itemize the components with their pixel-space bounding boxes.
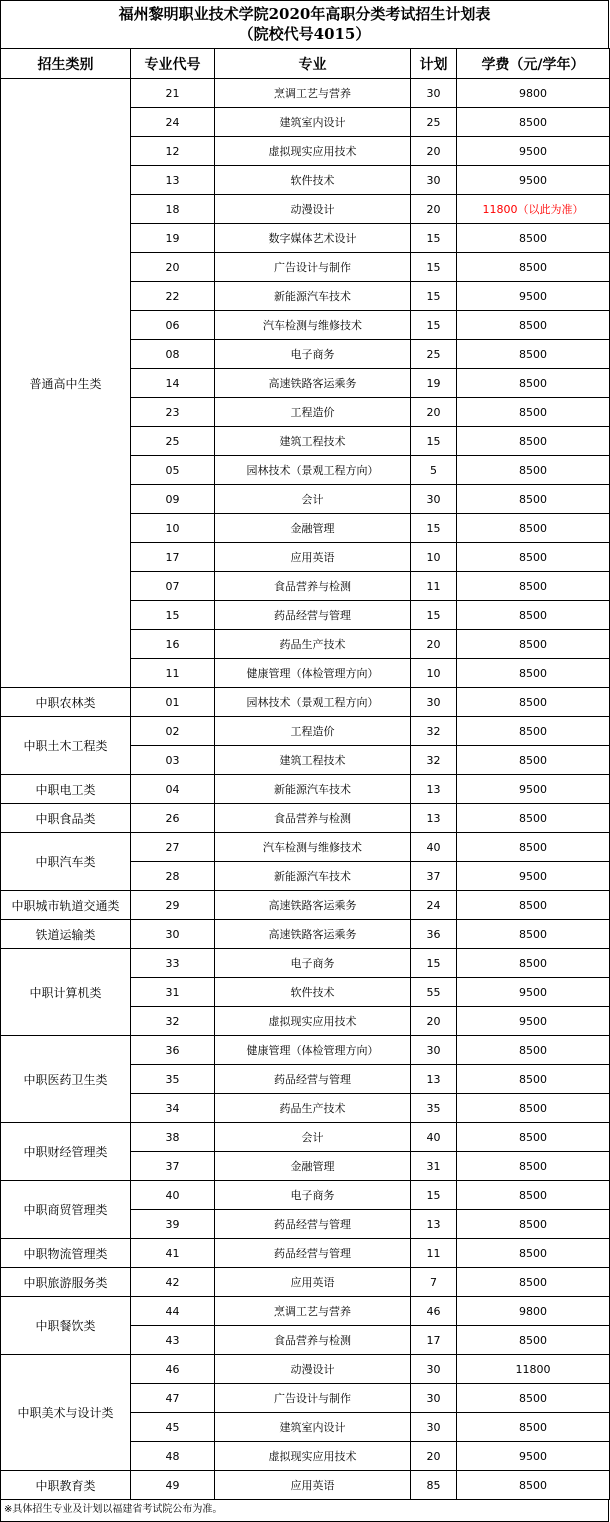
plan-cell: 30 (411, 1355, 457, 1384)
code-cell: 45 (131, 1413, 215, 1442)
table-row (1, 1297, 610, 1326)
code-cell: 28 (131, 862, 215, 891)
fee-cell: 8500 (457, 1471, 610, 1500)
fee-cell: 8500 (457, 340, 610, 369)
fee-cell: 8500 (457, 688, 610, 717)
category-cell: 中职商贸管理类 (1, 1181, 131, 1239)
code-cell: 07 (131, 572, 215, 601)
fee-cell: 9500 (457, 862, 610, 891)
plan-cell: 15 (411, 311, 457, 340)
fee-cell: 8500 (457, 572, 610, 601)
major-cell: 工程造价 (215, 398, 411, 427)
major-cell: 软件技术 (215, 978, 411, 1007)
plan-cell: 37 (411, 862, 457, 891)
code-cell: 34 (131, 1094, 215, 1123)
fee-cell: 9500 (457, 775, 610, 804)
code-cell: 32 (131, 1007, 215, 1036)
category-cell: 中职土木工程类 (1, 717, 131, 775)
code-cell: 48 (131, 1442, 215, 1471)
table-row (1, 1123, 610, 1152)
table-row (1, 1036, 610, 1065)
table-row (1, 775, 610, 804)
category-cell: 中职医药卫生类 (1, 1036, 131, 1123)
code-cell: 37 (131, 1152, 215, 1181)
plan-cell: 15 (411, 1181, 457, 1210)
major-cell: 动漫设计 (215, 1355, 411, 1384)
fee-cell: 8500 (457, 891, 610, 920)
fee-cell: 9500 (457, 137, 610, 166)
major-cell: 会计 (215, 1123, 411, 1152)
table-body (1, 79, 610, 1500)
plan-cell: 30 (411, 79, 457, 108)
plan-cell: 35 (411, 1094, 457, 1123)
major-cell: 食品营养与检测 (215, 572, 411, 601)
plan-cell: 25 (411, 340, 457, 369)
code-cell: 24 (131, 108, 215, 137)
code-cell: 26 (131, 804, 215, 833)
fee-cell: 8500 (457, 746, 610, 775)
plan-cell: 15 (411, 427, 457, 456)
fee-cell: 8500 (457, 1181, 610, 1210)
plan-cell: 30 (411, 485, 457, 514)
plan-cell: 15 (411, 949, 457, 978)
fee-cell: 8500 (457, 1094, 610, 1123)
code-cell: 23 (131, 398, 215, 427)
plan-cell: 17 (411, 1326, 457, 1355)
code-cell: 01 (131, 688, 215, 717)
code-cell: 19 (131, 224, 215, 253)
code-cell: 11 (131, 659, 215, 688)
code-cell: 46 (131, 1355, 215, 1384)
plan-cell: 11 (411, 572, 457, 601)
fee-cell: 8500 (457, 833, 610, 862)
category-cell: 中职旅游服务类 (1, 1268, 131, 1297)
code-cell: 03 (131, 746, 215, 775)
code-cell: 41 (131, 1239, 215, 1268)
plan-cell: 5 (411, 456, 457, 485)
header-major: 专业 (215, 49, 411, 79)
fee-cell: 9500 (457, 1442, 610, 1471)
code-cell: 17 (131, 543, 215, 572)
table-row (1, 1268, 610, 1297)
category-cell: 中职餐饮类 (1, 1297, 131, 1355)
major-cell: 烹调工艺与营养 (215, 79, 411, 108)
major-cell: 建筑室内设计 (215, 1413, 411, 1442)
plan-cell: 13 (411, 1065, 457, 1094)
fee-cell: 8500 (457, 224, 610, 253)
fee-cell: 8500 (457, 398, 610, 427)
major-cell: 金融管理 (215, 514, 411, 543)
fee-cell: 8500 (457, 1123, 610, 1152)
major-cell: 药品经营与管理 (215, 1065, 411, 1094)
fee-cell: 8500 (457, 485, 610, 514)
code-cell: 33 (131, 949, 215, 978)
table-row (1, 688, 610, 717)
major-cell: 新能源汽车技术 (215, 775, 411, 804)
major-cell: 食品营养与检测 (215, 1326, 411, 1355)
fee-cell: 8500 (457, 253, 610, 282)
fee-cell: 8500 (457, 804, 610, 833)
major-cell: 电子商务 (215, 949, 411, 978)
category-cell: 中职物流管理类 (1, 1239, 131, 1268)
code-cell: 47 (131, 1384, 215, 1413)
plan-cell: 30 (411, 688, 457, 717)
major-cell: 烹调工艺与营养 (215, 1297, 411, 1326)
plan-cell: 20 (411, 195, 457, 224)
major-cell: 虚拟现实应用技术 (215, 1442, 411, 1471)
code-cell: 22 (131, 282, 215, 311)
code-cell: 36 (131, 1036, 215, 1065)
header-row (1, 49, 610, 79)
major-cell: 药品经营与管理 (215, 1239, 411, 1268)
plan-cell: 20 (411, 630, 457, 659)
plan-cell: 10 (411, 659, 457, 688)
header-plan: 计划 (411, 49, 457, 79)
major-cell: 高速铁路客运乘务 (215, 891, 411, 920)
fee-cell: 9500 (457, 282, 610, 311)
plan-cell: 40 (411, 833, 457, 862)
plan-cell: 31 (411, 1152, 457, 1181)
major-cell: 建筑室内设计 (215, 108, 411, 137)
table-row (1, 949, 610, 978)
major-cell: 动漫设计 (215, 195, 411, 224)
major-cell: 药品生产技术 (215, 1094, 411, 1123)
major-cell: 建筑工程技术 (215, 427, 411, 456)
plan-cell: 32 (411, 717, 457, 746)
plan-cell: 40 (411, 1123, 457, 1152)
code-cell: 20 (131, 253, 215, 282)
fee-cell: 8500 (457, 1326, 610, 1355)
plan-cell: 36 (411, 920, 457, 949)
major-cell: 金融管理 (215, 1152, 411, 1181)
plan-cell: 13 (411, 1210, 457, 1239)
major-cell: 高速铁路客运乘务 (215, 920, 411, 949)
table-row (1, 1355, 610, 1384)
fee-cell: 8500 (457, 717, 610, 746)
fee-cell: 8500 (457, 514, 610, 543)
major-cell: 汽车检测与维修技术 (215, 833, 411, 862)
category-cell: 中职城市轨道交通类 (1, 891, 131, 920)
major-cell: 软件技术 (215, 166, 411, 195)
plan-cell: 24 (411, 891, 457, 920)
fee-cell: 9500 (457, 978, 610, 1007)
code-cell: 27 (131, 833, 215, 862)
fee-cell: 8500 (457, 369, 610, 398)
category-cell: 中职电工类 (1, 775, 131, 804)
category-cell: 中职食品类 (1, 804, 131, 833)
fee-cell: 9800 (457, 79, 610, 108)
fee-cell: 8500 (457, 1065, 610, 1094)
major-cell: 药品生产技术 (215, 630, 411, 659)
code-cell: 15 (131, 601, 215, 630)
category-cell: 中职美术与设计类 (1, 1355, 131, 1471)
plan-cell: 15 (411, 253, 457, 282)
table-row (1, 891, 610, 920)
major-cell: 新能源汽车技术 (215, 282, 411, 311)
fee-cell: 9800 (457, 1297, 610, 1326)
plan-cell: 13 (411, 804, 457, 833)
code-cell: 31 (131, 978, 215, 1007)
plan-cell: 20 (411, 1007, 457, 1036)
plan-cell: 46 (411, 1297, 457, 1326)
code-cell: 08 (131, 340, 215, 369)
code-cell: 06 (131, 311, 215, 340)
code-cell: 42 (131, 1268, 215, 1297)
admission-plan-table (0, 48, 610, 1500)
fee-cell: 8500 (457, 427, 610, 456)
header-code: 专业代号 (131, 49, 215, 79)
category-cell: 中职财经管理类 (1, 1123, 131, 1181)
major-cell: 应用英语 (215, 543, 411, 572)
header-fee: 学费（元/学年） (457, 49, 610, 79)
plan-cell: 11 (411, 1239, 457, 1268)
code-cell: 29 (131, 891, 215, 920)
code-cell: 49 (131, 1471, 215, 1500)
plan-cell: 20 (411, 1442, 457, 1471)
fee-cell: 8500 (457, 1036, 610, 1065)
major-cell: 广告设计与制作 (215, 1384, 411, 1413)
code-cell: 10 (131, 514, 215, 543)
code-cell: 25 (131, 427, 215, 456)
code-cell: 35 (131, 1065, 215, 1094)
fee-cell: 8500 (457, 456, 610, 485)
table-row (1, 1239, 610, 1268)
table-title (0, 0, 609, 48)
major-cell: 新能源汽车技术 (215, 862, 411, 891)
fee-cell: 8500 (457, 659, 610, 688)
major-cell: 广告设计与制作 (215, 253, 411, 282)
fee-cell: 8500 (457, 311, 610, 340)
major-cell: 园林技术（景观工程方向） (215, 456, 411, 485)
plan-cell: 32 (411, 746, 457, 775)
category-cell: 中职教育类 (1, 1471, 131, 1500)
major-cell: 药品经营与管理 (215, 601, 411, 630)
fee-cell: 11800（以此为准） (457, 195, 610, 224)
code-cell: 04 (131, 775, 215, 804)
fee-cell: 8500 (457, 543, 610, 572)
plan-cell: 15 (411, 282, 457, 311)
table-row (1, 804, 610, 833)
plan-cell: 20 (411, 137, 457, 166)
category-cell: 铁道运输类 (1, 920, 131, 949)
title-line-1: 福州黎明职业技术学院2020年高职分类考试招生计划表 (118, 5, 491, 23)
code-cell: 13 (131, 166, 215, 195)
code-cell: 40 (131, 1181, 215, 1210)
fee-cell: 8500 (457, 920, 610, 949)
major-cell: 食品营养与检测 (215, 804, 411, 833)
fee-cell: 8500 (457, 1413, 610, 1442)
table-row (1, 1181, 610, 1210)
plan-cell: 10 (411, 543, 457, 572)
fee-cell: 9500 (457, 1007, 610, 1036)
plan-cell: 30 (411, 1384, 457, 1413)
fee-cell: 11800 (457, 1355, 610, 1384)
code-cell: 18 (131, 195, 215, 224)
fee-cell: 8500 (457, 601, 610, 630)
major-cell: 药品经营与管理 (215, 1210, 411, 1239)
fee-cell: 9500 (457, 166, 610, 195)
category-cell: 中职农林类 (1, 688, 131, 717)
plan-cell: 15 (411, 224, 457, 253)
code-cell: 44 (131, 1297, 215, 1326)
major-cell: 建筑工程技术 (215, 746, 411, 775)
code-cell: 14 (131, 369, 215, 398)
major-cell: 数字媒体艺术设计 (215, 224, 411, 253)
major-cell: 虚拟现实应用技术 (215, 1007, 411, 1036)
fee-cell: 8500 (457, 108, 610, 137)
table-row (1, 833, 610, 862)
code-cell: 09 (131, 485, 215, 514)
major-cell: 汽车检测与维修技术 (215, 311, 411, 340)
major-cell: 会计 (215, 485, 411, 514)
major-cell: 健康管理（体检管理方向） (215, 659, 411, 688)
fee-cell: 8500 (457, 1384, 610, 1413)
code-cell: 38 (131, 1123, 215, 1152)
plan-cell: 13 (411, 775, 457, 804)
plan-cell: 7 (411, 1268, 457, 1297)
plan-cell: 15 (411, 514, 457, 543)
fee-cell: 8500 (457, 630, 610, 659)
plan-cell: 15 (411, 601, 457, 630)
code-cell: 16 (131, 630, 215, 659)
fee-cell: 8500 (457, 949, 610, 978)
table-row (1, 1471, 610, 1500)
major-cell: 应用英语 (215, 1268, 411, 1297)
plan-cell: 20 (411, 398, 457, 427)
major-cell: 工程造价 (215, 717, 411, 746)
plan-cell: 85 (411, 1471, 457, 1500)
code-cell: 39 (131, 1210, 215, 1239)
major-cell: 应用英语 (215, 1471, 411, 1500)
plan-cell: 30 (411, 1413, 457, 1442)
code-cell: 02 (131, 717, 215, 746)
table-row (1, 79, 610, 108)
major-cell: 健康管理（体检管理方向） (215, 1036, 411, 1065)
category-cell: 中职计算机类 (1, 949, 131, 1036)
fee-cell: 8500 (457, 1239, 610, 1268)
category-cell: 普通高中生类 (1, 79, 131, 688)
footnote: ※具体招生专业及计划以福建省考试院公布为准。 (0, 1500, 609, 1522)
fee-cell: 8500 (457, 1268, 610, 1297)
fee-cell: 8500 (457, 1152, 610, 1181)
plan-cell: 19 (411, 369, 457, 398)
code-cell: 21 (131, 79, 215, 108)
code-cell: 30 (131, 920, 215, 949)
table-row (1, 920, 610, 949)
code-cell: 05 (131, 456, 215, 485)
table-row (1, 717, 610, 746)
code-cell: 43 (131, 1326, 215, 1355)
plan-cell: 30 (411, 1036, 457, 1065)
code-cell: 12 (131, 137, 215, 166)
major-cell: 高速铁路客运乘务 (215, 369, 411, 398)
plan-cell: 30 (411, 166, 457, 195)
major-cell: 电子商务 (215, 1181, 411, 1210)
header-category: 招生类别 (1, 49, 131, 79)
title-line-2: （院校代号4015） (238, 25, 371, 43)
plan-cell: 55 (411, 978, 457, 1007)
major-cell: 电子商务 (215, 340, 411, 369)
plan-cell: 25 (411, 108, 457, 137)
category-cell: 中职汽车类 (1, 833, 131, 891)
major-cell: 虚拟现实应用技术 (215, 137, 411, 166)
fee-cell: 8500 (457, 1210, 610, 1239)
major-cell: 园林技术（景观工程方向） (215, 688, 411, 717)
